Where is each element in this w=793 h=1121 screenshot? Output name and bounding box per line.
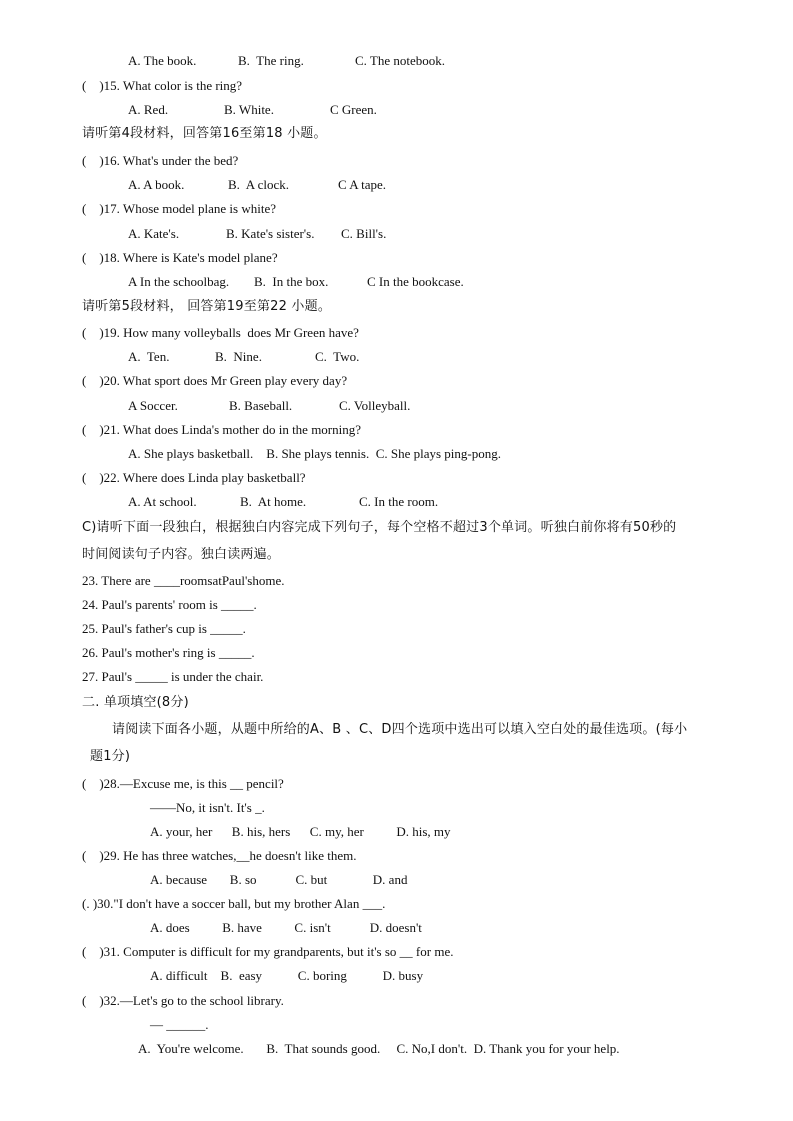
section-instruction-5: 请听第5段材料， 回答第19至第22 小题。 bbox=[82, 299, 332, 314]
option-a-q18: A In the schoolbag. bbox=[128, 274, 230, 289]
section-instruction-4: 请听第4段材料，回答第16至第18 小题。 bbox=[82, 126, 327, 141]
question-21: ( )21. What does Linda's mother do in the morning? bbox=[82, 422, 362, 437]
option-b-q15: B. White. bbox=[224, 102, 274, 117]
question-19: ( )19. How many volleyballs does Mr Green have? bbox=[82, 325, 359, 340]
fill-blank-25: 25. Paul's father's cup is _____. bbox=[82, 621, 246, 636]
question-30: (. )30."I don't have a soccer ball, but my brother Alan ___. bbox=[82, 896, 386, 911]
option-a-q19: A. Ten. bbox=[128, 349, 170, 364]
options-q21: A. She plays basketball. B. She plays tennis. C. She plays ping-pong. bbox=[128, 446, 502, 461]
option-c-q17: C. Bill's. bbox=[341, 226, 387, 241]
question-17: ( )17. Whose model plane is white? bbox=[82, 201, 276, 216]
section-heading-2: 二. 单项填空(8分) bbox=[82, 695, 189, 710]
question-20: ( )20. What sport does Mr Green play every day? bbox=[82, 373, 348, 388]
option-c-q22: C. In the room. bbox=[359, 494, 439, 509]
option-a-q22: A. At school. bbox=[128, 494, 197, 509]
option-c-q19: C. Two. bbox=[315, 349, 360, 364]
option-c-q18: C In the bookcase. bbox=[367, 274, 464, 289]
option-b-q17: B. Kate's sister's. bbox=[226, 226, 315, 241]
question-16: ( )16. What's under the bed? bbox=[82, 153, 239, 168]
options-q29: A. because B. so C. but D. and bbox=[150, 872, 408, 887]
option-b-q18: B. In the box. bbox=[254, 274, 329, 289]
option-a-q17: A. Kate's. bbox=[128, 226, 180, 241]
question-18: ( )18. Where is Kate's model plane? bbox=[82, 250, 278, 265]
section-2-instruction-line1: 请阅读下面各小题，从题中所给的A、B 、C、D四个选项中选出可以填入空白处的最佳选项。(每小 bbox=[112, 722, 688, 737]
fill-blank-24: 24. Paul's parents' room is _____. bbox=[82, 597, 257, 612]
option-b-q16: B. A clock. bbox=[228, 177, 290, 192]
section-2-instruction-line2: 题1分) bbox=[90, 749, 131, 764]
fill-blank-26: 26. Paul's mother's ring is _____. bbox=[82, 645, 255, 660]
option-c-q14: C. The notebook. bbox=[355, 53, 446, 68]
option-a-q15: A. Red. bbox=[128, 102, 169, 117]
fill-blank-23: 23. There are ____roomsatPaul'shome. bbox=[82, 573, 285, 588]
option-b-q22: B. At home. bbox=[240, 494, 307, 509]
question-31: ( )31. Computer is difficult for my grandparents, but it's so __ for me. bbox=[82, 944, 454, 959]
options-q28: A. your, her B. his, hers C. my, her D. his, my bbox=[150, 824, 451, 839]
option-c-q15: C Green. bbox=[330, 102, 377, 117]
fill-blank-27: 27. Paul's _____ is under the chair. bbox=[82, 669, 264, 684]
question-32-reply: — ______. bbox=[150, 1017, 209, 1032]
section-c-instruction-line2: 时间阅读句子内容。独白读两遍。 bbox=[82, 547, 281, 562]
section-c-instruction-line1: C)请听下面一段独白，根据独白内容完成下列句子，每个空格不超过3个单词。听独白前你将有50秒的 bbox=[82, 520, 677, 535]
option-b-q14: B. The ring. bbox=[238, 53, 304, 68]
option-a-q20: A Soccer. bbox=[128, 398, 178, 413]
options-q30: A. does B. have C. isn't D. doesn't bbox=[150, 920, 422, 935]
option-c-q16: C A tape. bbox=[338, 177, 387, 192]
option-c-q20: C. Volleyball. bbox=[339, 398, 411, 413]
question-28: ( )28.—Excuse me, is this __ pencil? bbox=[82, 776, 284, 791]
options-q32: A. You're welcome. B. That sounds good. C. No,I don't. D. Thank you for your help. bbox=[138, 1041, 620, 1056]
question-15: ( )15. What color is the ring? bbox=[82, 78, 243, 93]
options-q31: A. difficult B. easy C. boring D. busy bbox=[150, 968, 424, 983]
question-28-reply: ——No, it isn't. It's _. bbox=[150, 800, 265, 815]
option-a-q16: A. A book. bbox=[128, 177, 185, 192]
question-29: ( )29. He has three watches,__he doesn't like them. bbox=[82, 848, 357, 863]
option-a-q14: A. The book. bbox=[128, 53, 197, 68]
question-32: ( )32.—Let's go to the school library. bbox=[82, 993, 284, 1008]
question-22: ( )22. Where does Linda play basketball? bbox=[82, 470, 306, 485]
option-b-q20: B. Baseball. bbox=[229, 398, 293, 413]
option-b-q19: B. Nine. bbox=[215, 349, 262, 364]
